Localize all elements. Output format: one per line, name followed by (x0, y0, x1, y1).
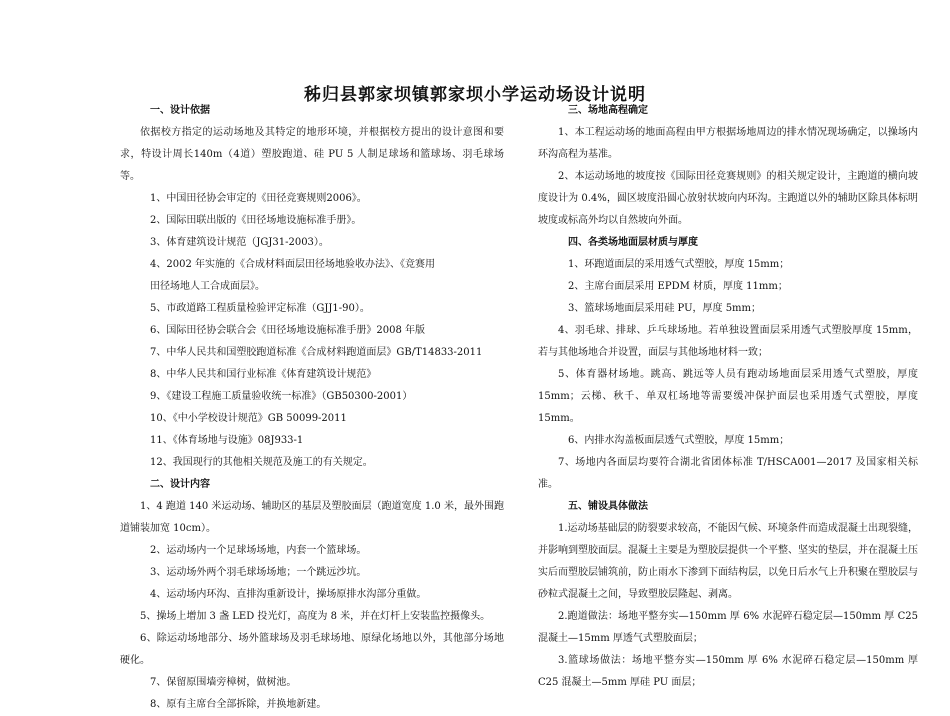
basis-item: 3、体育建筑设计规范（JGJ31-2003）。 (150, 237, 329, 248)
elevation-item: 2、本运动场地的坡度按《国际田径竞赛规则》的相关规定设计，主跑道的横向坡度设计为 0.4%，圆区坡度沿圆心放射状坡向内环沟。主跑道以外的辅助区除具体标明坡度或标高外均以自然坡向外面。 (538, 171, 918, 226)
basis-item: 11、《体育场地与设施》08J933-1 (150, 435, 304, 446)
content-item: 6、除运动场地部分、场外篮球场及羽毛球场地、原绿化场地以外，其他部分场地硬化。 (120, 633, 504, 666)
basis-item: 9、《建设工程施工质量验收统一标准》（GB50300-2001） (150, 391, 413, 402)
basis-item: 2、国际田联出版的《田径场地设施标准手册》。 (150, 215, 362, 226)
method-item: 2.跑道做法：场地平整夯实—150mm 厚 6% 水泥碎石稳定层—150mm 厚 C25 混凝土—15mm 厚透气式塑胶面层； (538, 611, 918, 644)
method-item: 3.篮球场做法：场地平整夯实—150mm 厚 6% 水泥碎石稳定层—150mm 厚 C25 混凝土—5mm 厚硅 PU 面层； (538, 655, 918, 688)
surface-item: 7、场地内各面层均要符合湖北省团体标准 T/HSCA001—2017 及国家相关标准。 (538, 457, 918, 490)
basis-item: 8、中华人民共和国行业标准《体育建筑设计规范》 (150, 369, 377, 380)
basis-intro: 依据校方指定的运动场地及其特定的地形环境，并根据校方提出的设计意图和要求，特设计周长140m（4道）塑胶跑道、硅 PU 5 人制足球场和篮球场、羽毛球场等。 (120, 127, 504, 182)
basis-item: 7、中华人民共和国塑胶跑道标准《合成材料跑道面层》GB/T14833-2011 (150, 347, 483, 358)
basis-item: 12、我国现行的其他相关规范及施工的有关规定。 (150, 457, 373, 468)
basis-item: 田径场地人工合成面层》。 (150, 281, 265, 292)
content-item: 4、运动场内环沟、直排沟重新设计，操场原排水沟部分重做。 (150, 589, 427, 600)
surface-item: 4、羽毛球、排球、乒乓球场地。若单独设置面层采用透气式塑胶厚度 15mm，若与其他场地合并设置，面层与其他场地材料一致； (538, 325, 918, 358)
section-heading-basis: 一、设计依据 (150, 105, 210, 116)
section-heading-surface: 四、各类场地面层材质与厚度 (568, 237, 698, 248)
document-title: 秭归县郭家坝镇郭家坝小学运动场设计说明 (304, 85, 646, 105)
basis-item: 5、市政道路工程质量检验评定标准（GJJ1-90）。 (150, 303, 370, 314)
section-heading-content: 二、设计内容 (150, 479, 210, 490)
content-list (120, 496, 504, 716)
basis-item: 4、2002 年实施的《合成材料面层田径场地验收办法》、《竞赛用 (150, 259, 435, 270)
content-item: 5、操场上增加 3 盏 LED 投光灯，高度为 8 米，并在灯杆上安装监控摄像头。 (140, 611, 491, 622)
elevation-item: 1、本工程运动场的地面高程由甲方根据场地周边的排水情况现场确定，以操场内环沟高程为基准。 (538, 127, 918, 160)
basis-item: 10、《中小学校设计规范》GB 50099-2011 (150, 413, 347, 424)
content-item: 8、原有主席台全部拆除，并换地新建。 (150, 699, 327, 710)
method-item: 1.运动场基础层的防裂要求较高，不能因气候、环境条件而造成混凝土出现裂缝，并影响到塑胶面层。混凝土主要是为塑胶层提供一个平整、坚实的垫层，并在混凝土压实后而塑胶层铺筑前，防止雨水下渗到下面结构层，以免日后水气上升积聚在塑胶层与砂粒式混凝土之间，导致塑胶层隆起、剥离。 (538, 523, 918, 600)
surface-item: 5、体育器材场地。跳高、跳远等人员有跑动场地面层采用透气式塑胶，厚度 15mm；云梯、秋千、单双杠场地等需要缓冲保护面层也采用透气式塑胶，厚度 15mm。 (538, 369, 918, 424)
section-heading-method: 五、铺设具体做法 (568, 501, 648, 512)
left-column (120, 100, 504, 716)
surface-list (538, 254, 918, 496)
content-item: 3、运动场外两个羽毛球场场地；一个跳远沙坑。 (150, 567, 367, 578)
section-heading-elevation: 三、场地高程确定 (568, 105, 648, 116)
basis-item: 1、中国田径协会审定的《田径竞赛规则2006》。 (150, 193, 367, 204)
content-item: 2、运动场内一个足球场场地，内套一个篮球场。 (150, 545, 367, 556)
content-item: 1、4 跑道 140 米运动场、辅助区的基层及塑胶面层（跑道宽度 1.0 米，最外围跑道铺装加宽 10cm）。 (120, 501, 504, 534)
surface-item: 1、环跑道面层的采用透气式塑胶，厚度 15mm； (568, 259, 790, 270)
content-item: 7、保留原围墙旁樟树，做树池。 (150, 677, 297, 688)
surface-item: 3、篮球场地面层采用硅 PU，厚度 5mm； (568, 303, 762, 314)
right-column (538, 100, 918, 694)
basis-item: 6、国际田径协会联合会《田径场地设施标准手册》2008 年版 (150, 325, 425, 336)
method-list (538, 518, 918, 694)
surface-item: 6、内排水沟盖板面层透气式塑胶，厚度 15mm； (568, 435, 790, 446)
basis-list (120, 188, 504, 474)
surface-item: 2、主席台面层采用 EPDM 材质，厚度 11mm； (568, 281, 788, 292)
